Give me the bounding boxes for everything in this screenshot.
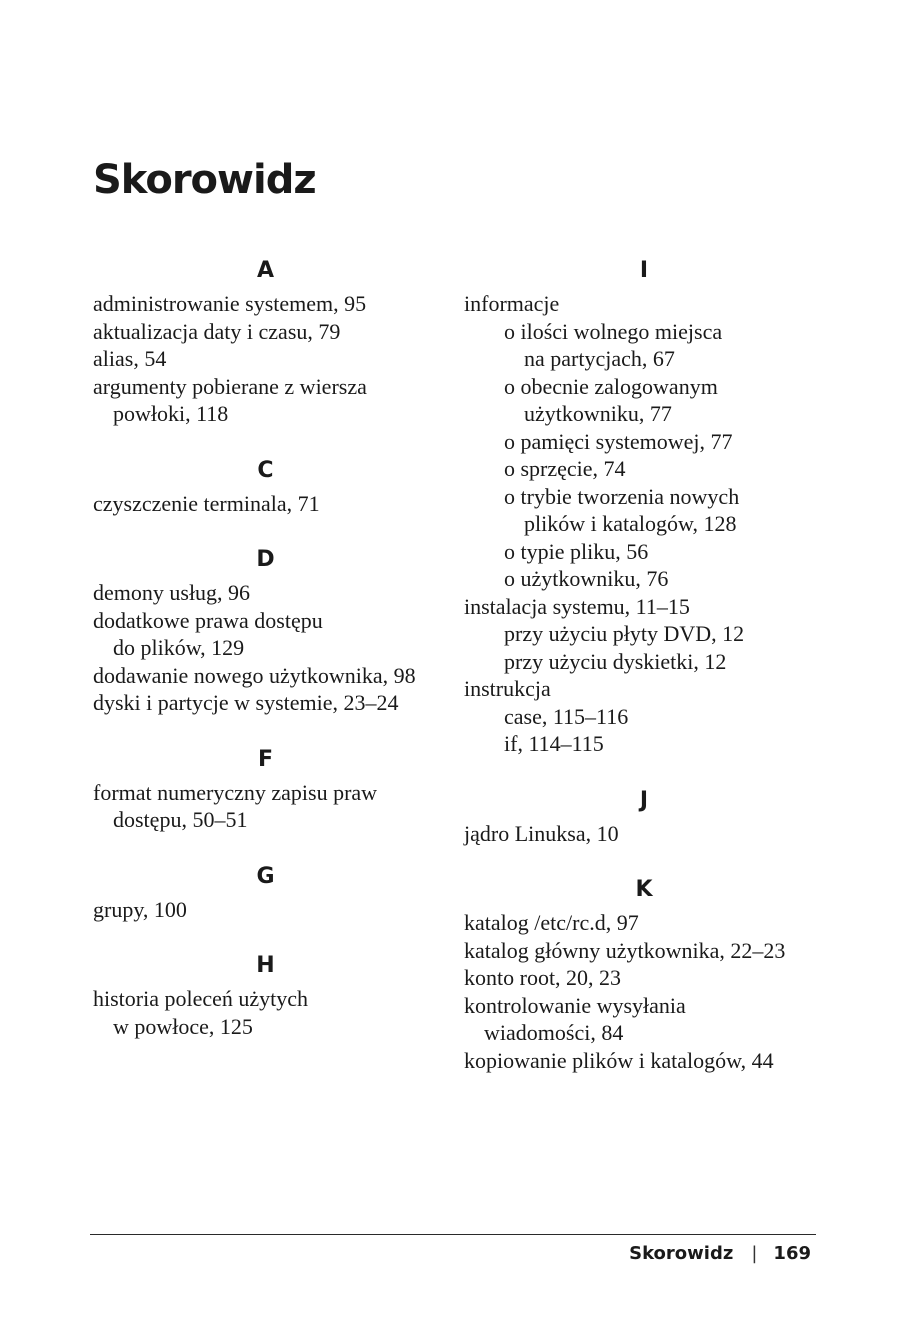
index-subentry: case, 115–116	[504, 703, 629, 729]
running-footer	[629, 1240, 811, 1268]
index-section	[464, 782, 824, 848]
index-entry: kopiowanie plików i katalogów, 44	[464, 1047, 774, 1073]
index-letter-heading: F	[257, 746, 274, 772]
index-letter-heading: D	[256, 547, 275, 572]
index-entry: kontrolowanie wysyłania	[464, 992, 686, 1018]
page-number: 169	[773, 1243, 811, 1264]
index-column-left	[93, 252, 438, 1064]
index-section	[464, 252, 824, 758]
index-entry: instrukcja	[464, 676, 551, 701]
index-subentry: o użytkowniku, 76	[504, 566, 669, 591]
index-subentry: if, 114–115	[504, 731, 604, 756]
index-entry: instalacja systemu, 11–15	[464, 593, 690, 619]
index-section	[464, 871, 824, 1074]
index-section	[93, 252, 438, 428]
index-entry-continuation: do plików, 129	[113, 635, 245, 660]
index-entry: jądro Linuksa, 10	[464, 820, 619, 846]
index-entry: alias, 54	[93, 346, 167, 371]
index-entry: informacje	[464, 291, 560, 316]
index-subentry: użytkowniku, 77	[524, 401, 672, 426]
footer-separator: |	[751, 1243, 758, 1264]
index-subentry: o ilości wolnego miejsca	[504, 318, 723, 344]
index-entry: czyszczenie terminala, 71	[93, 490, 320, 516]
index-letter-heading: G	[256, 863, 275, 889]
footer-label: Skorowidz	[629, 1243, 734, 1264]
index-entry: grupy, 100	[93, 896, 187, 922]
index-letter-heading: H	[256, 953, 275, 978]
index-entry: dodawanie nowego użytkownika, 98	[93, 662, 416, 688]
index-entry: format numeryczny zapisu praw	[93, 779, 378, 805]
index-section	[93, 741, 438, 834]
index-subentry: o sprzęcie, 74	[504, 456, 626, 481]
index-subentry: o typie pliku, 56	[504, 538, 649, 564]
index-subentry: przy użyciu płyty DVD, 12	[504, 621, 745, 646]
index-subentry: na partycjach, 67	[524, 346, 675, 371]
index-entry-continuation: wiadomości, 84	[484, 1020, 624, 1045]
index-subentry: o trybie tworzenia nowych	[504, 483, 740, 509]
index-section	[93, 452, 438, 518]
index-entry: aktualizacja daty i czasu, 79	[93, 318, 341, 344]
index-entry-continuation: dostępu, 50–51	[113, 807, 248, 832]
index-section	[93, 541, 438, 717]
index-entry: katalog /etc/rc.d, 97	[464, 910, 639, 935]
index-subentry: przy użyciu dyskietki, 12	[504, 648, 727, 674]
page-title: Skorowidz	[93, 157, 316, 203]
index-section	[93, 947, 438, 1040]
index-entry: historia poleceń użytych	[93, 986, 309, 1011]
footer-divider	[90, 1234, 816, 1235]
index-entry: katalog główny użytkownika, 22–23	[464, 937, 786, 963]
index-letter-heading: C	[257, 457, 274, 483]
index-entry-continuation: w powłoce, 125	[113, 1013, 253, 1039]
index-entry: konto root, 20, 23	[464, 965, 622, 990]
index-entry: administrowanie systemem, 95	[93, 291, 367, 316]
index-letter-heading: J	[639, 787, 649, 813]
index-subentry: o obecnie zalogowanym	[504, 373, 718, 399]
index-letter-heading: A	[256, 258, 275, 283]
index-section	[93, 858, 438, 924]
index-entry: dyski i partycje w systemie, 23–24	[93, 690, 399, 715]
index-entry: dodatkowe prawa dostępu	[93, 607, 323, 633]
index-entry: argumenty pobierane z wiersza	[93, 373, 367, 399]
index-entry-continuation: powłoki, 118	[113, 401, 229, 426]
index-subentry: plików i katalogów, 128	[524, 511, 737, 536]
index-column-right	[464, 252, 824, 1098]
index-letter-heading: K	[635, 877, 653, 902]
index-subentry: o pamięci systemowej, 77	[504, 428, 733, 454]
index-entry: demony usług, 96	[93, 580, 251, 605]
index-letter-heading: I	[639, 258, 649, 283]
